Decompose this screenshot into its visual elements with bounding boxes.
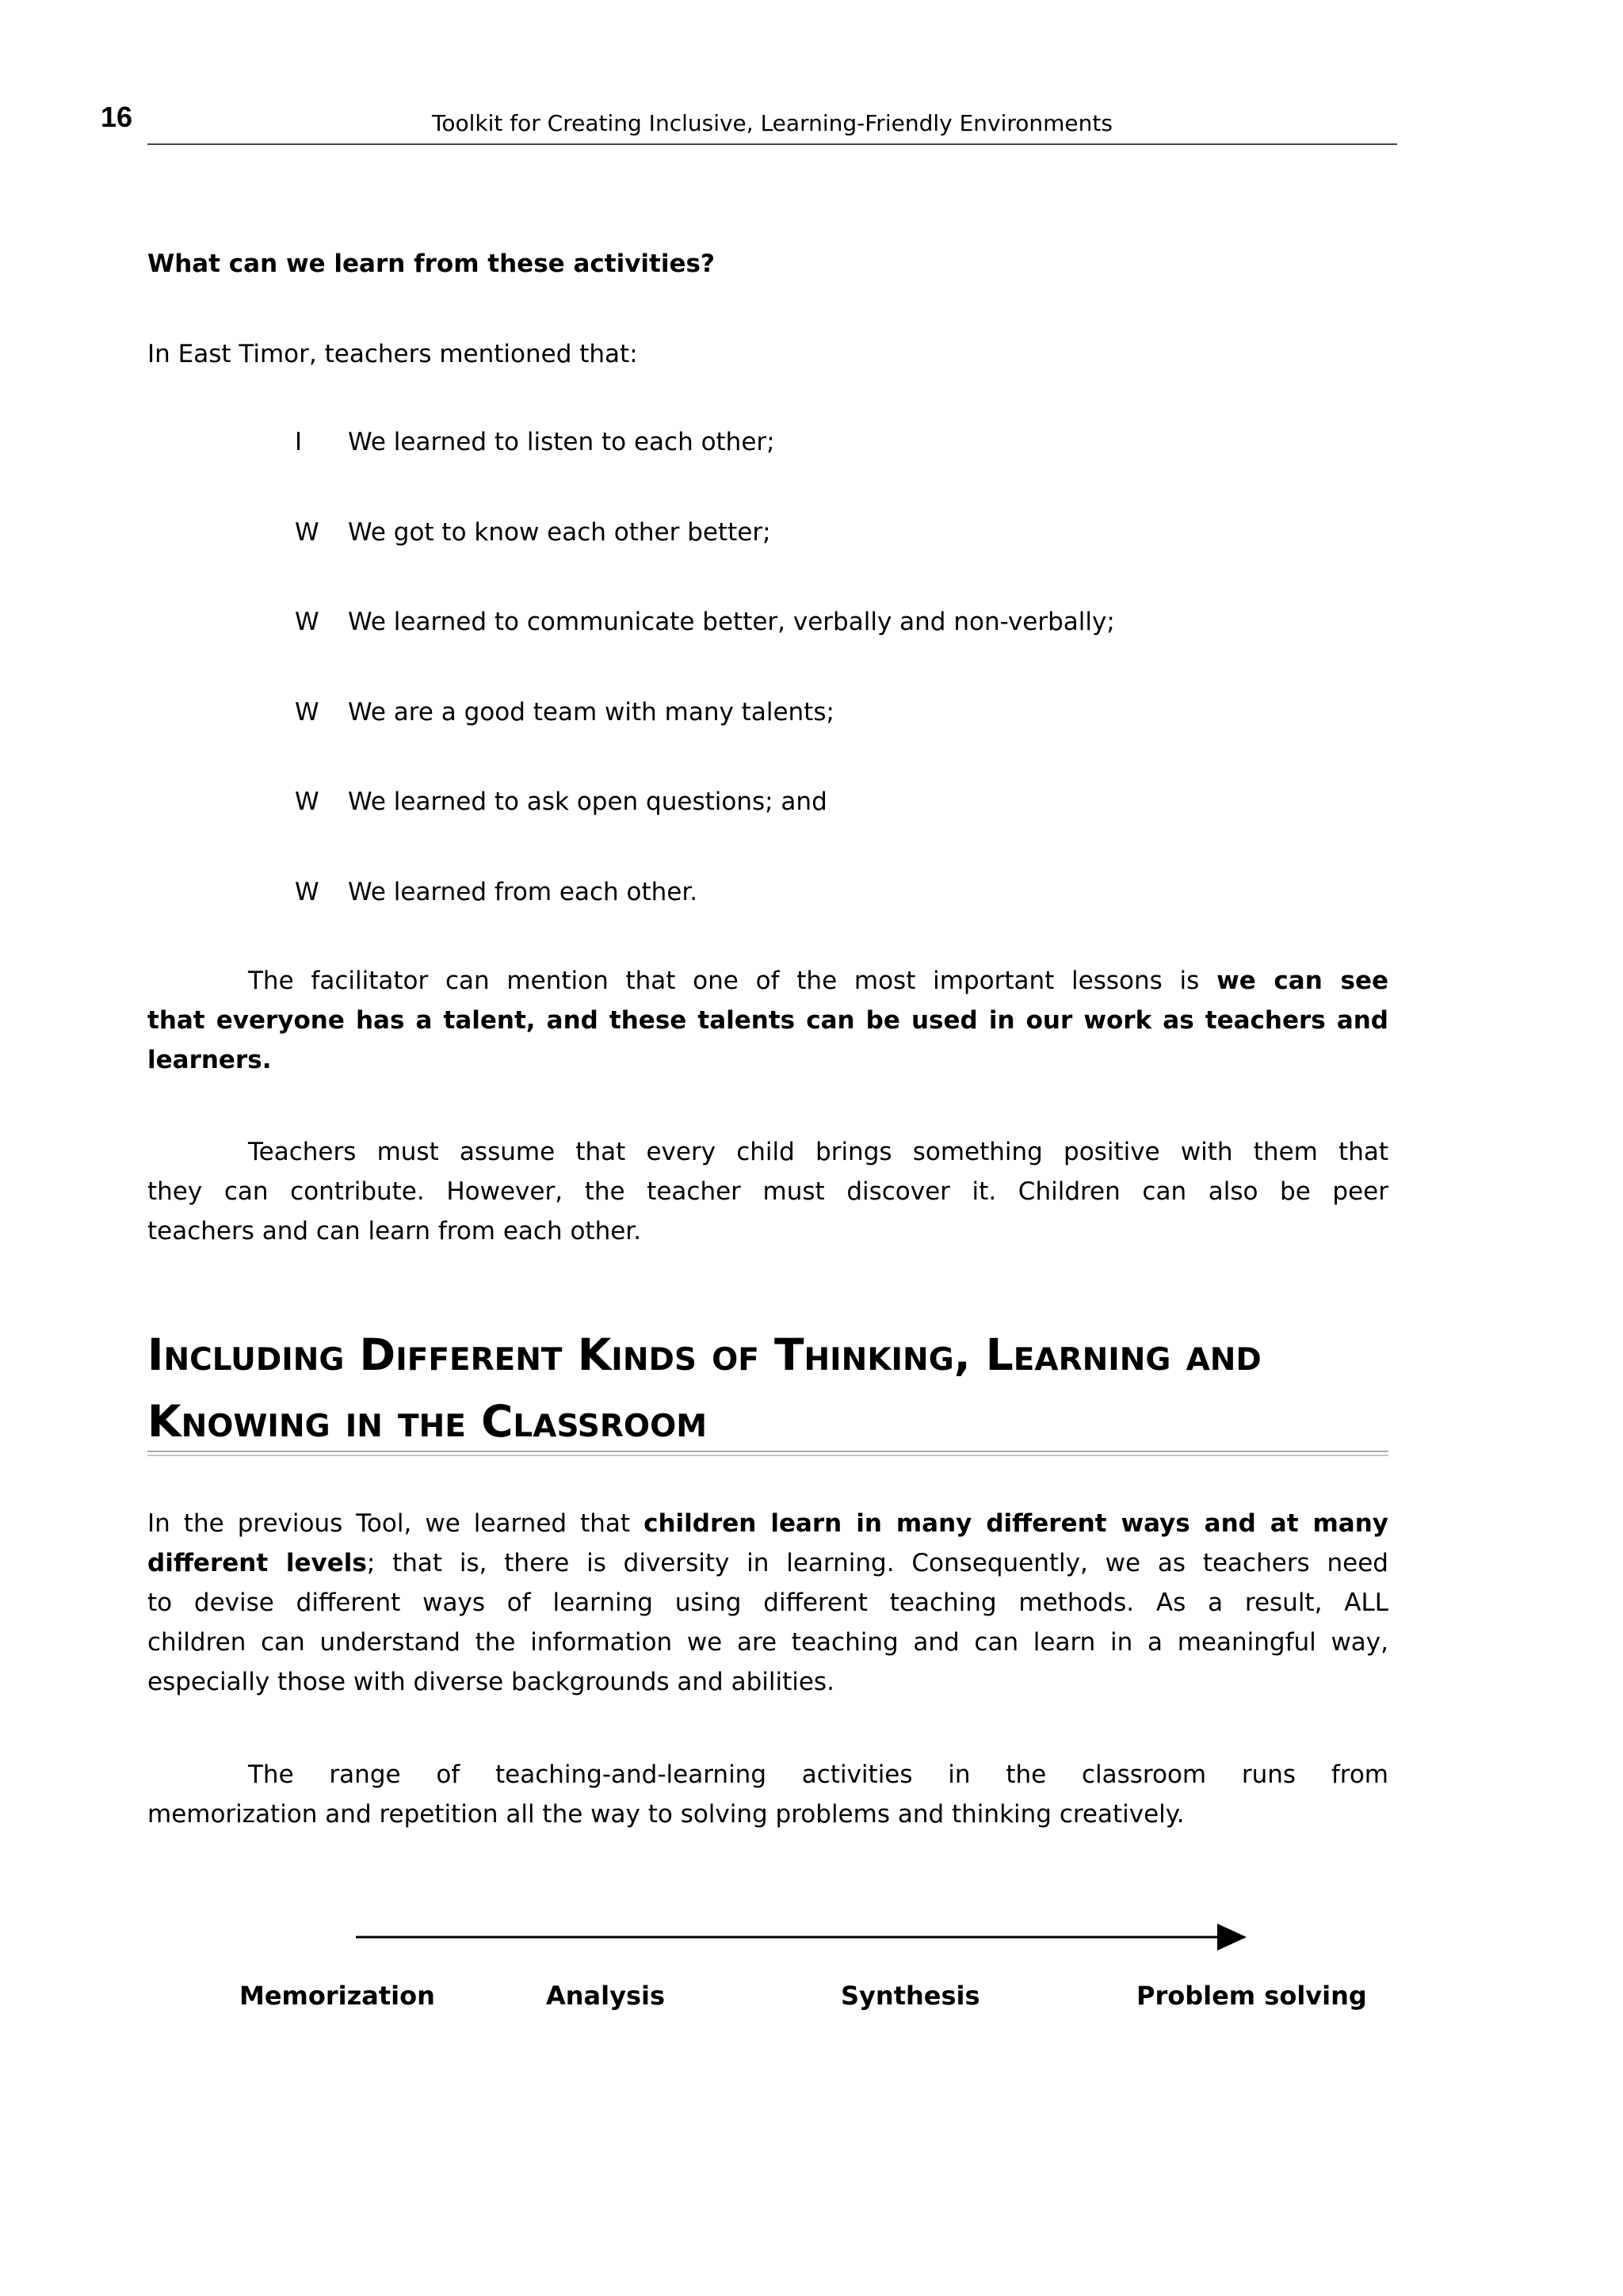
lessons-list [295, 422, 1325, 963]
bold-phrase: different levels [147, 1549, 367, 1577]
page-number: 16 [101, 101, 133, 133]
bullet-marker: W [295, 697, 319, 727]
list-item-text: We learned to ask open questions; and [348, 788, 827, 817]
continuum-label-memorization: Memorization [239, 1981, 435, 2011]
text-segment: In the previous Tool, we learned that [147, 1509, 631, 1538]
paragraph-line [147, 961, 1388, 1001]
text-segment: ; that is, there is diversity in learning. Consequently, we as teachers need [366, 1549, 1388, 1577]
paragraph-line: learners. [147, 1046, 272, 1074]
list-item [295, 602, 1325, 692]
section-heading [147, 1322, 1415, 1455]
diversity-paragraph [147, 1504, 1388, 1702]
bold-phrase: children learn in many different ways and at many [643, 1509, 1388, 1538]
heading-line: Knowing in the Classroom [147, 1396, 708, 1447]
running-header: Toolkit for Creating Inclusive, Learning-Friendly Environments [432, 110, 1113, 136]
list-item-text: We learned to listen to each other; [348, 428, 775, 456]
paragraph-line [147, 1543, 1388, 1583]
list-item [295, 513, 1325, 603]
text-segment: The facilitator can mention that one of the most important lessons is [248, 967, 1200, 995]
progression-arrow [349, 1917, 1252, 1957]
paragraph-line: children can understand the information we are teaching and can learn in a meaningful way, [147, 1628, 1388, 1657]
list-item-text: We learned to communicate better, verbally and non-verbally; [348, 608, 1115, 637]
list-item [295, 872, 1325, 963]
list-item [295, 782, 1325, 872]
bullet-marker: I [295, 428, 303, 456]
continuum-label-analysis: Analysis [546, 1981, 666, 2011]
paragraph-line: Teachers must assume that every child brings something positive with them that [248, 1138, 1388, 1166]
list-item [295, 692, 1325, 783]
paragraph-line: teachers and can learn from each other. [147, 1217, 642, 1245]
bullet-marker: W [295, 608, 319, 637]
paragraph-line: especially those with diverse backgrounds and abilities. [147, 1668, 834, 1696]
paragraph-line: they can contribute. However, the teacher must discover it. Children can also be peer [147, 1177, 1388, 1206]
heading-double-rule [147, 1451, 1388, 1456]
list-item-text: We learned from each other. [348, 877, 698, 906]
list-item-text: We are a good team with many talents; [348, 697, 834, 727]
paragraph-line: The range of teaching-and-learning activities in the classroom runs from [248, 1760, 1388, 1789]
section-question: What can we learn from these activities? [147, 250, 715, 278]
list-item [295, 422, 1325, 513]
continuum-label-problem-solving: Problem solving [1136, 1981, 1367, 2011]
facilitator-paragraph [147, 961, 1388, 1080]
arrow-head [1217, 1924, 1247, 1951]
paragraph-line: memorization and repetition all the way to solving problems and thinking creatively. [147, 1800, 1185, 1829]
paragraph-line: that everyone has a talent, and these talents can be used in our work as teachers and [147, 1006, 1388, 1035]
heading-line: Including Different Kinds of Thinking, Learning and [147, 1329, 1262, 1380]
bullet-marker: W [295, 877, 319, 906]
bold-phrase: we can see [1216, 967, 1388, 995]
list-item-text: We got to know each other better; [348, 517, 771, 547]
range-paragraph [147, 1755, 1388, 1834]
intro-sentence: In East Timor, teachers mentioned that: [147, 340, 638, 368]
bullet-marker: W [295, 517, 319, 547]
paragraph-line [147, 1504, 1388, 1543]
paragraph-line: to devise different ways of learning using different teaching methods. As a result, ALL [147, 1589, 1388, 1617]
header-rule [147, 143, 1397, 145]
continuum-label-synthesis: Synthesis [841, 1981, 980, 2011]
peer-learning-paragraph [147, 1132, 1388, 1251]
bullet-marker: W [295, 788, 319, 817]
